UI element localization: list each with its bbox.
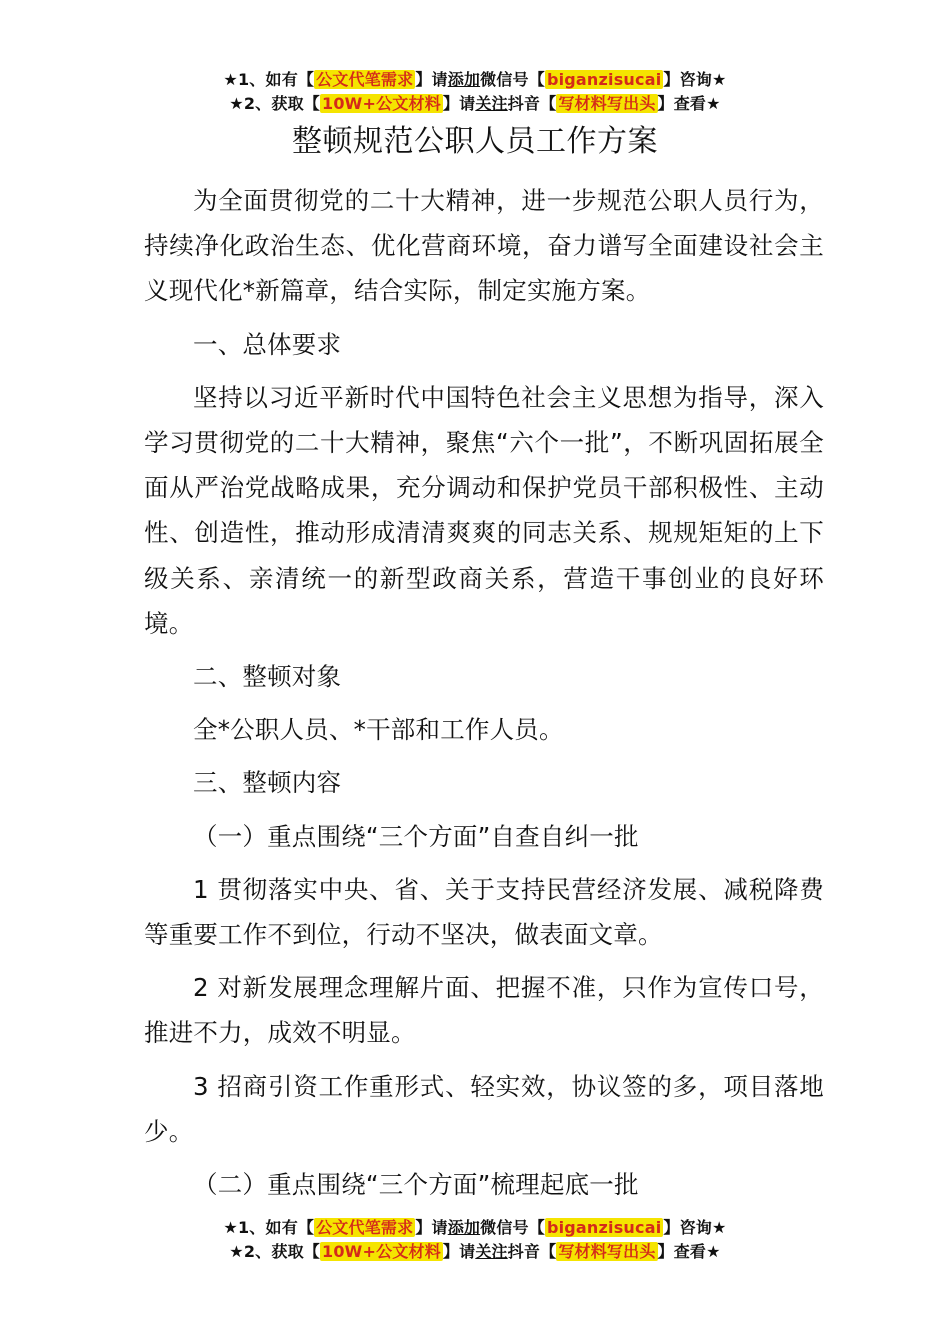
targets-paragraph: 全*公职人员、*干部和工作人员。 <box>193 715 564 745</box>
banner-highlight-materials: 10W+公文材料 <box>321 94 441 113</box>
footer-line-1-mid1: 】请 <box>415 1218 448 1237</box>
subsection-heading-2: （二）重点围绕“三个方面”梳理起底一批 <box>193 1170 639 1200</box>
document-title: 整顿规范公职人员工作方案 <box>292 124 658 159</box>
banner-line-2 <box>0 92 950 116</box>
footer-highlight-douyin: 写材料写出头 <box>558 1242 656 1261</box>
intro-paragraph: 为全面贯彻党的二十大精神，进一步规范公职人员行为，持续净化政治生态、优化营商环境，奋力谱写全面建设社会主义现代化*新篇章，结合实际，制定实施方案。 <box>144 186 824 306</box>
section-heading-targets: 二、整顿对象 <box>193 662 342 692</box>
footer-line-1-prefix: ★1、如有【 <box>223 1218 315 1237</box>
banner-line-2-mid2: 抖音【 <box>507 94 557 113</box>
footer-line-2-suffix: 】查看★ <box>657 1242 721 1261</box>
footer-banner <box>0 1216 950 1264</box>
footer-emphasis-add: 添加 <box>447 1218 481 1237</box>
document-body <box>144 178 824 1215</box>
banner-line-2-prefix: ★2、获取【 <box>229 94 320 113</box>
footer-line-2-mid2: 抖音【 <box>507 1242 557 1261</box>
banner-line-1 <box>0 68 950 92</box>
banner-emphasis-add: 添加 <box>447 70 481 89</box>
header-banner <box>0 68 950 116</box>
banner-line-1-prefix: ★1、如有【 <box>223 70 315 89</box>
subsection-heading-1: （一）重点围绕“三个方面”自查自纠一批 <box>193 821 639 851</box>
footer-banner-line-1 <box>0 1216 950 1240</box>
banner-line-2-suffix: 】查看★ <box>657 94 721 113</box>
banner-line-1-mid2: 微信号【 <box>480 70 545 89</box>
banner-line-2-mid1: 】请 <box>442 94 476 113</box>
footer-line-2-mid1: 】请 <box>442 1242 476 1261</box>
footer-highlight-wechat-id: biganzisucai <box>546 1218 662 1237</box>
list-item-3: 3 招商引资工作重形式、轻实效，协议签的多，项目落地少。 <box>144 1071 824 1146</box>
banner-emphasis-follow: 关注 <box>475 94 508 113</box>
section-heading-content: 三、整顿内容 <box>193 768 342 798</box>
banner-line-1-suffix: 】咨询★ <box>663 70 727 89</box>
general-requirements-paragraph: 坚持以习近平新时代中国特色社会主义思想为指导，深入学习贯彻党的二十大精神，聚焦“六个一批”，不断巩固拓展全面从严治党战略成果，充分调动和保护党员干部积极性、主动性、创造性，推动形成清清爽爽的同志关系、规规矩矩的上下级关系、亲清统一的新型政商关系，营造干事创业的良好环境。 <box>144 382 824 638</box>
banner-highlight-service: 公文代笔需求 <box>316 70 414 89</box>
footer-emphasis-follow: 关注 <box>475 1242 508 1261</box>
section-heading-general-requirements: 一、总体要求 <box>193 329 342 359</box>
banner-line-1-mid1: 】请 <box>415 70 448 89</box>
list-item-1: 1 贯彻落实中央、省、关于支持民营经济发展、减税降费等重要工作不到位，行动不坚决，做表面文章。 <box>144 874 824 950</box>
footer-highlight-materials: 10W+公文材料 <box>321 1242 441 1261</box>
banner-highlight-douyin: 写材料写出头 <box>558 94 656 113</box>
list-item-2: 2 对新发展理念理解片面、把握不准，只作为宣传口号，推进不力，成效不明显。 <box>144 973 824 1048</box>
footer-highlight-service: 公文代笔需求 <box>316 1218 414 1237</box>
footer-line-1-suffix: 】咨询★ <box>663 1218 727 1237</box>
footer-banner-line-2 <box>0 1240 950 1264</box>
footer-line-1-mid2: 微信号【 <box>480 1218 545 1237</box>
banner-highlight-wechat-id: biganzisucai <box>546 70 662 89</box>
footer-line-2-prefix: ★2、获取【 <box>229 1242 320 1261</box>
